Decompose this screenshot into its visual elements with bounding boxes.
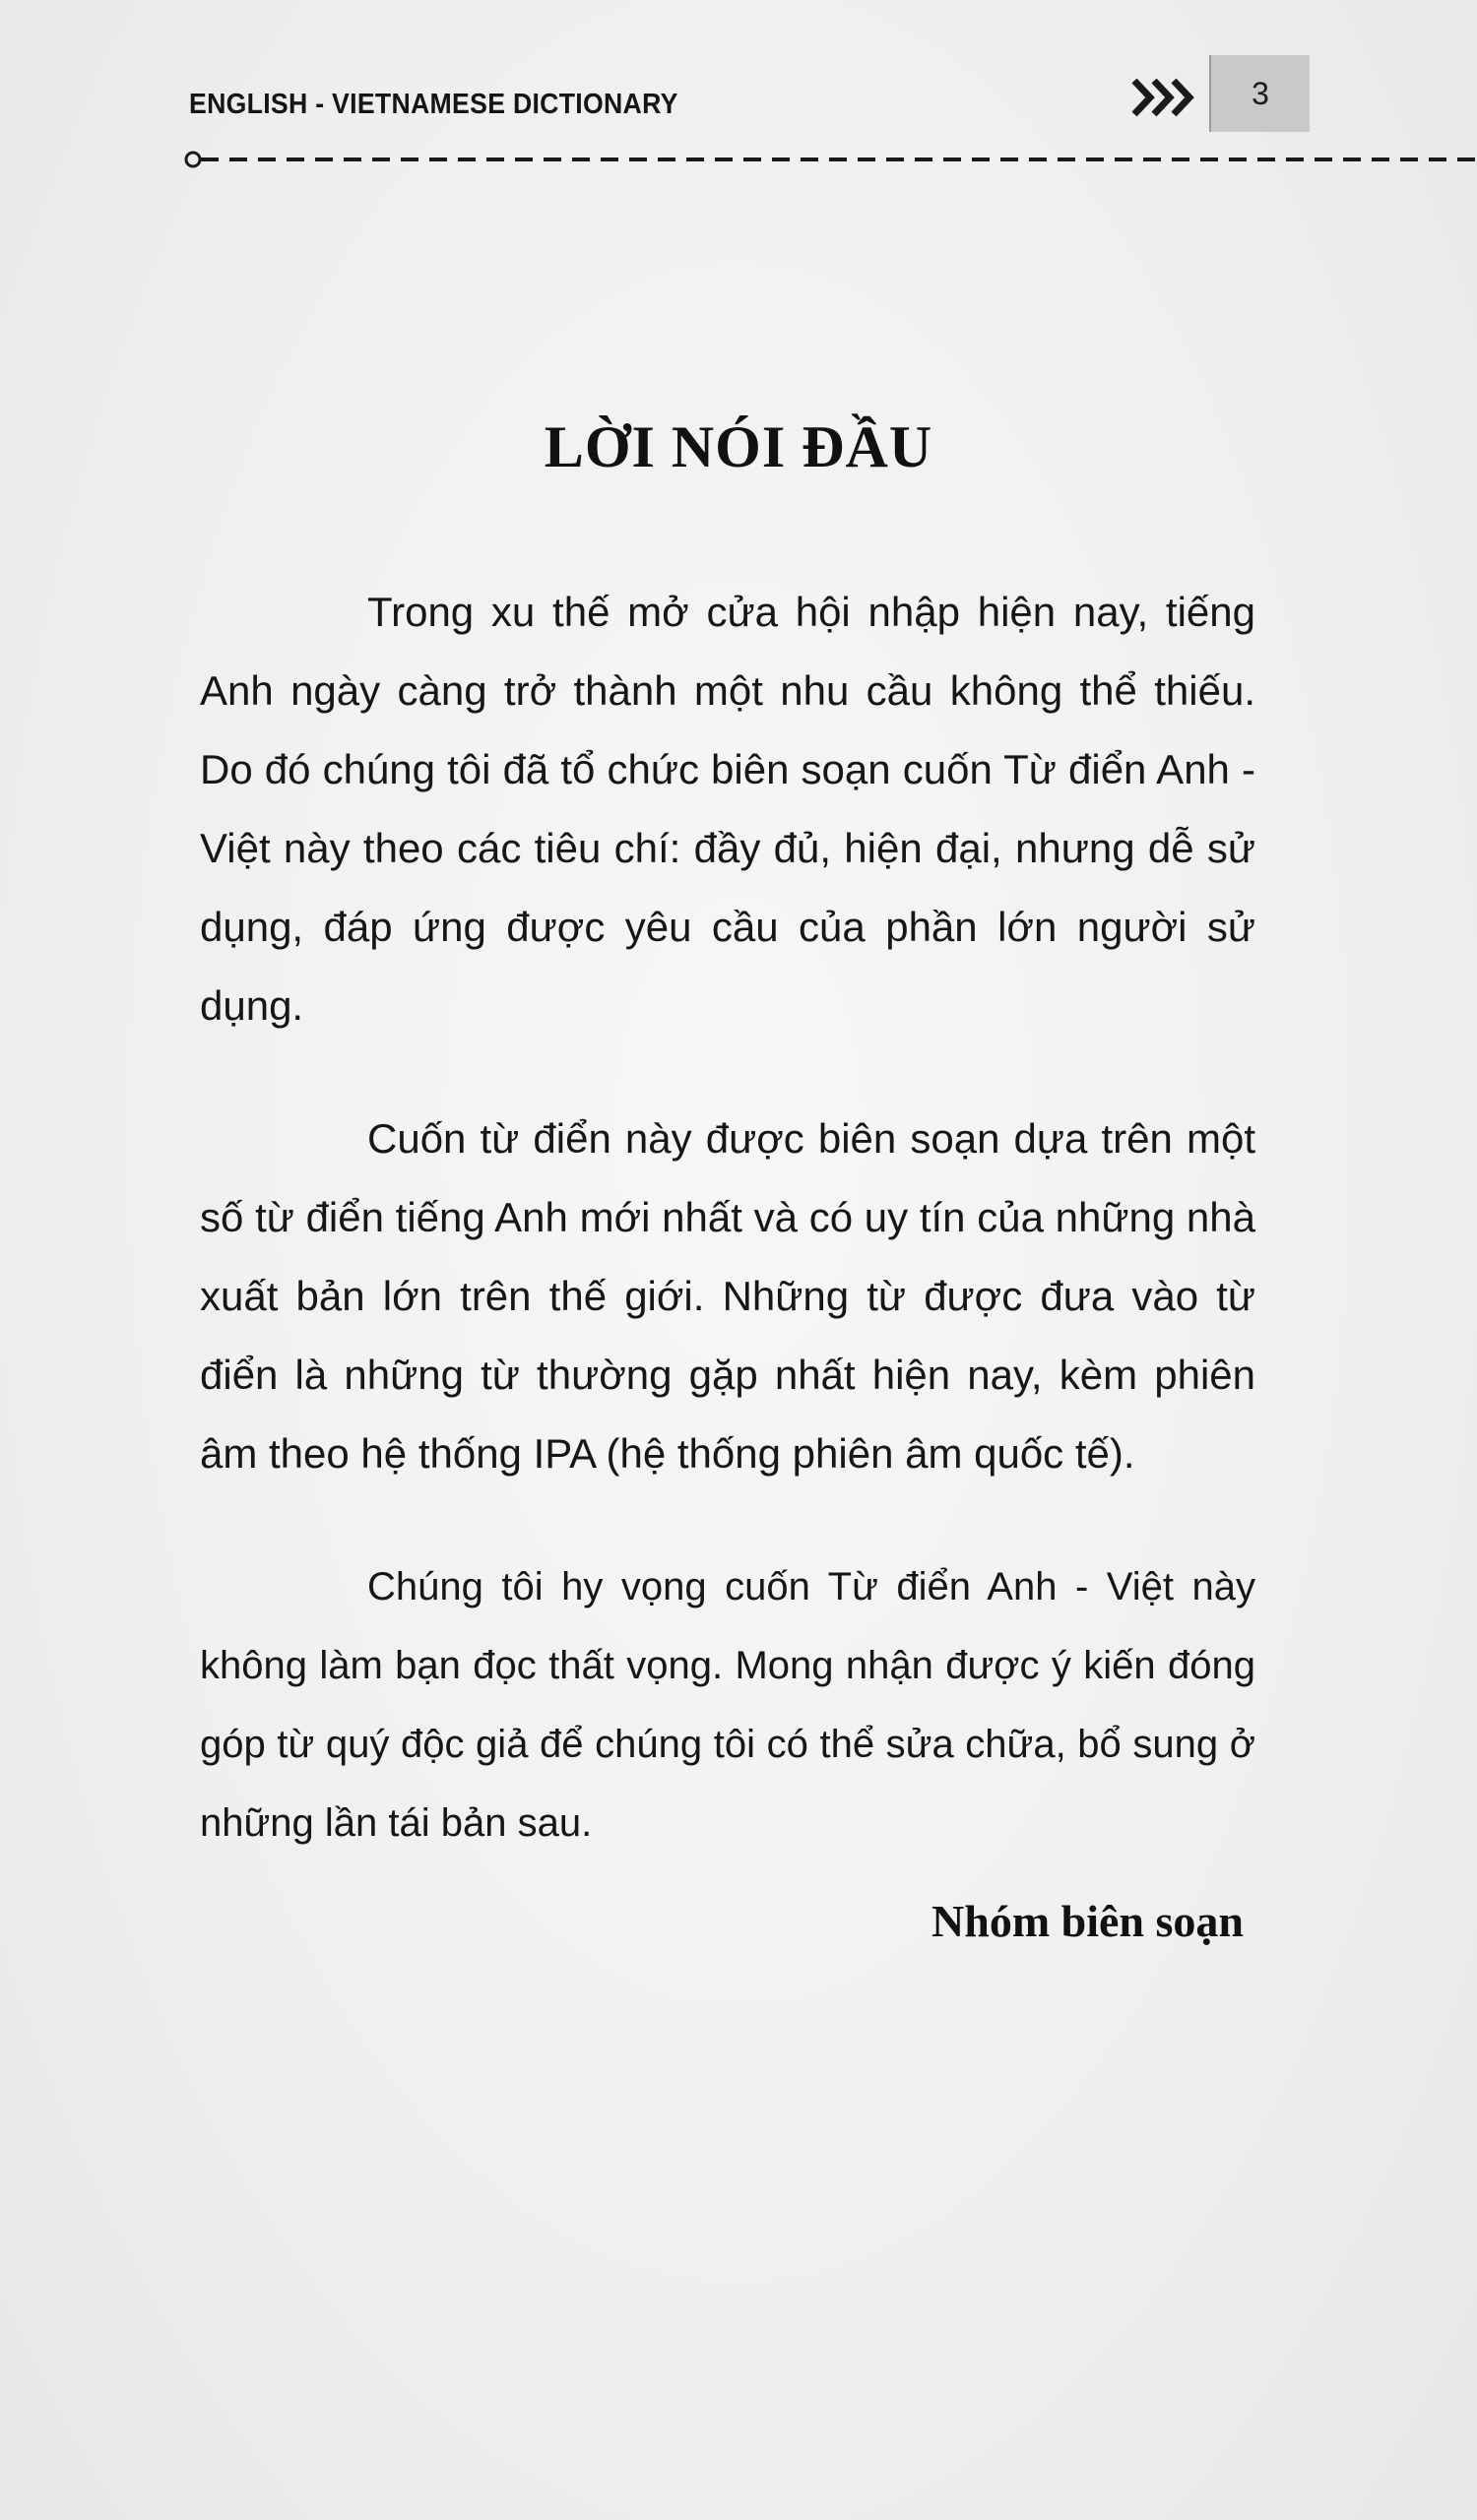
running-header-title: ENGLISH - VIETNAMESE DICTIONARY [189, 89, 678, 120]
header-dashed-rule [183, 150, 1477, 169]
signature: Nhóm biên soạn [931, 1896, 1244, 1946]
show-through-background [167, 226, 1477, 293]
preface-paragraph-2: Cuốn từ điển này được biên soạn dựa trên một số từ điển tiếng Anh mới nhất và có uy tín của những nhà xuất bản lớn trên thế giới. Những từ được đưa vào từ điển là những từ thường gặp nhất hiện nay, kèm phiên âm theo hệ thống IPA (hệ thống phiên âm quốc tế). [200, 1115, 1255, 1477]
page-number: 3 [1209, 55, 1310, 132]
preface-body [200, 573, 1255, 1917]
preface-paragraph-1: Trong xu thế mở cửa hội nhập hiện nay, tiếng Anh ngày càng trở thành một nhu cầu không thể thiếu. Do đó chúng tôi đã tổ chức biên soạn cuốn Từ điển Anh - Việt này theo các tiêu chí: đầy đủ, hiện đại, nhưng dễ sử dụng, đáp ứng được yêu cầu của phần lớn người sử dụng. [200, 589, 1255, 1029]
preface-paragraph-3: Chúng tôi hy vọng cuốn Từ điển Anh - Việt này không làm bạn đọc thất vọng. Mong nhận được ý kiến đóng góp từ quý độc giả để chúng tôi có thể sửa chữa, bổ sung ở những lần tái bản sau. [200, 1565, 1255, 1845]
page-title: LỜI NÓI ĐẦU [544, 414, 933, 479]
double-chevron-right-icon [1128, 73, 1197, 122]
